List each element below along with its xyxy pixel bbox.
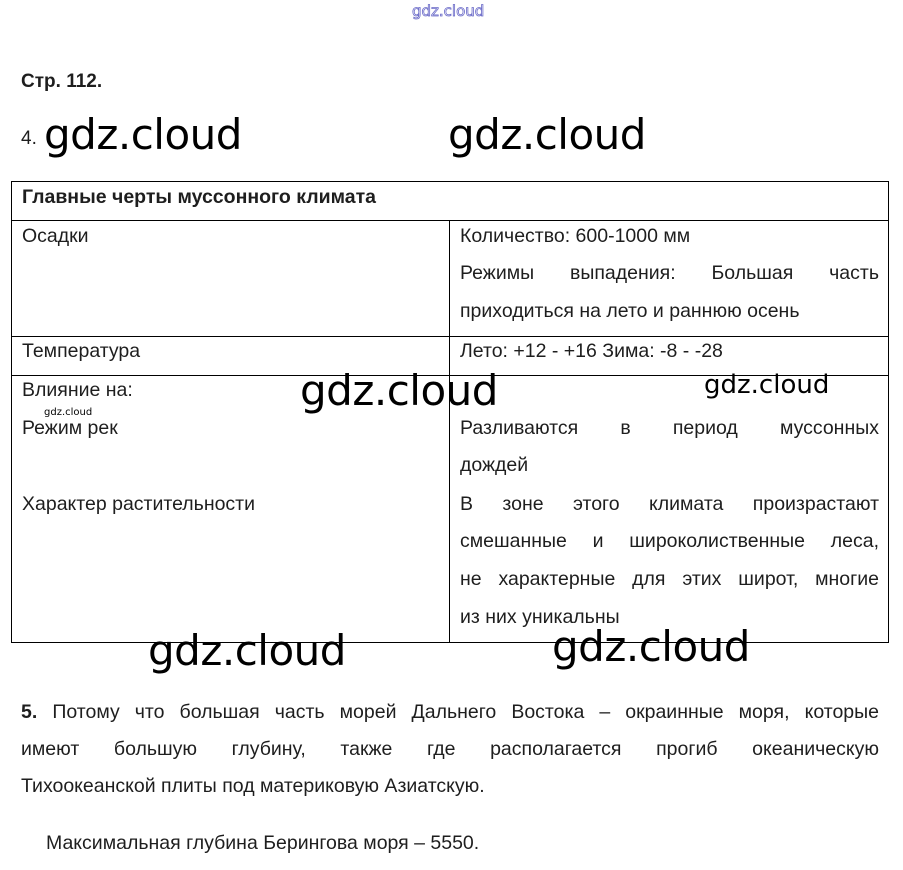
row-value-line: Разливаются в период муссонных bbox=[460, 417, 879, 439]
task-5-number: 5. bbox=[21, 701, 38, 723]
row-label-temperature: Температура bbox=[22, 340, 141, 362]
task-5-line: Тихоокеанской плиты под материковую Азиатскую. bbox=[21, 775, 485, 797]
row-value-line: Количество: 600-1000 мм bbox=[460, 225, 691, 247]
watermark: gdz.cloud bbox=[552, 622, 750, 671]
task-5-line: имеют большую глубину, также где располагается прогиб океаническую bbox=[21, 738, 879, 760]
task-4-number: 4. bbox=[21, 128, 37, 149]
row-value-line: смешанные и широколиственные леса, bbox=[460, 530, 879, 552]
task-5-line bbox=[21, 694, 879, 731]
row-label-rivers: Режим рек bbox=[22, 417, 118, 439]
column-divider bbox=[449, 220, 450, 642]
watermark-top: gdz.cloud bbox=[412, 2, 485, 20]
watermark: gdz.cloud bbox=[448, 110, 646, 159]
row-label-influence: Влияние на: bbox=[22, 379, 133, 401]
task-5-note: Максимальная глубина Берингова моря – 5550. bbox=[46, 832, 480, 854]
row-value-line: из них уникальны bbox=[460, 606, 620, 628]
row-label-precipitation: Осадки bbox=[22, 225, 89, 247]
watermark: gdz.cloud bbox=[148, 626, 346, 675]
watermark: gdz.cloud bbox=[300, 366, 498, 415]
watermark: gdz.cloud bbox=[44, 110, 242, 159]
task-5-paragraph bbox=[21, 694, 879, 805]
watermark: gdz.cloud bbox=[44, 407, 93, 418]
table-header: Главные черты муссонного климата bbox=[22, 186, 377, 208]
row-value-line: Лето: +12 - +16 Зима: -8 - -28 bbox=[460, 340, 723, 362]
watermark: gdz.cloud bbox=[704, 370, 830, 400]
row-value-line: не характерные для этих широт, многие bbox=[460, 568, 879, 590]
row-value-line: Режимы выпадения: Большая часть bbox=[460, 262, 879, 284]
row-value-line: приходиться на лето и раннюю осень bbox=[460, 300, 800, 322]
table-divider bbox=[12, 336, 888, 337]
table-divider bbox=[12, 220, 888, 221]
row-label-vegetation: Характер растительности bbox=[22, 493, 256, 515]
row-value-line: дождей bbox=[460, 454, 529, 476]
task-5-text: Потому что большая часть морей Дальнего Востока – окраинные моря, которые bbox=[52, 701, 879, 723]
row-value-line: В зоне этого климата произрастают bbox=[460, 493, 879, 515]
page-title: Стр. 112. bbox=[21, 71, 103, 92]
